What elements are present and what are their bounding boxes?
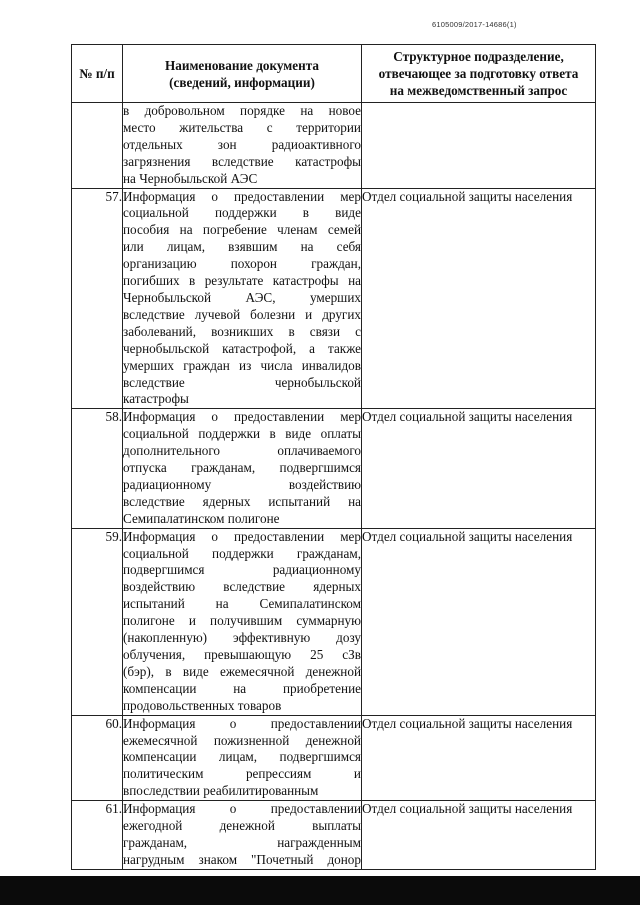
table-row [72,801,596,870]
department-cell: Отдел социальной защиты населения [362,715,596,801]
table-row [72,409,596,528]
document-name-line: Информация о предоставлении мер [123,188,361,204]
column-header-number: № п/п [72,45,123,103]
document-name-line: вследствие ядерных испытаний на [123,493,361,509]
document-name-line: ежегодной денежной выплаты [123,818,361,834]
column-header-document-name-line: (сведений, информации) [169,74,315,90]
document-name-line: (накопленную) эффективную дозу [123,630,361,646]
document-name-line: Семипалатинском полигоне [123,510,280,526]
document-name-line: вследствие лучевой болезни и других [123,306,361,322]
column-header-department-line: на межведомственный запрос [389,83,568,98]
document-name-line: катастрофы [123,391,189,407]
document-name-cell [123,528,362,715]
document-code: 6105009/2017-14686(1) [432,20,517,29]
document-name-line: политическим репрессиям и [123,766,361,782]
column-header-document-name [123,45,362,103]
row-number: 60. [72,715,123,801]
document-name-line: (бэр), в виде ежемесячной денежной [123,663,361,679]
department-cell: Отдел социальной защиты населения [362,801,596,870]
document-name-line: умерших граждан из числа инвалидов [123,357,361,373]
document-name-line: или лицам, взявшим на себя [123,239,361,255]
document-name-line: отпуска гражданам, подвергшимся [123,460,361,476]
document-name-line: место жительства с территории [123,119,361,135]
document-name-line: нагрудным знаком "Почетный донор [123,851,361,867]
document-name-line: радиационному воздействию [123,476,361,492]
column-header-department-line: отвечающее за подготовку ответа [378,66,579,81]
document-name-line: компенсации на приобретение [123,680,361,696]
document-name-line: социальной поддержки гражданам, [123,545,361,561]
document-name-line: пособия на погребение членам семей [123,222,361,238]
scan-bottom-edge [0,876,640,905]
document-name-line: впоследствии реабилитированным [123,783,319,799]
document-name-line: загрязнения вследствие катастрофы [123,153,361,169]
document-name-line: облучения, превышающую 25 сЗв [123,647,361,662]
document-name-line: погибших в результате катастрофы на [123,273,361,289]
document-name-line: компенсации лицам, подвергшимся [123,749,361,765]
document-name-line: вследствие чернобыльской [123,374,361,390]
table-header-row [72,45,596,103]
document-name-line: полигоне и получившим суммарную [123,613,361,629]
document-name-line: заболеваний, возникших в связи с [123,323,361,339]
column-header-department-line: Структурное подразделение, [393,49,564,64]
document-name-line: воздействию вследствие ядерных [123,579,361,595]
document-name-line: чернобыльской катастрофой, а также [123,340,361,356]
documents-table [71,44,596,870]
document-name-line: в добровольном порядке на новое [123,103,361,118]
document-name-cell [123,801,362,870]
table-row [72,715,596,801]
document-name-line: Информация о предоставлении мер [123,528,361,544]
row-number: 59. [72,528,123,715]
department-cell: Отдел социальной защиты населения [362,528,596,715]
document-name-line: Информация о предоставлении [123,715,361,731]
row-number: 58. [72,409,123,528]
document-name-cell [123,103,362,189]
column-header-document-name-line: Наименование документа [165,57,319,73]
document-name-line: испытаний на Семипалатинском [123,596,361,612]
document-name-line: социальной поддержки в виде оплаты [123,426,361,442]
document-name-line: Чернобыльской АЭС, умерших [123,289,361,305]
table-row [72,103,596,189]
document-name-line: Информация о предоставлении [123,801,361,817]
document-name-line: на Чернобыльской АЭС [123,170,258,186]
table-row [72,188,596,409]
document-name-line: Информация о предоставлении мер [123,409,361,425]
department-cell: Отдел социальной защиты населения [362,188,596,409]
document-name-line: ежемесячной пожизненной денежной [123,732,361,748]
document-name-line: отдельных зон радиоактивного [123,136,361,152]
column-header-department [362,45,596,103]
document-name-line: дополнительного оплачиваемого [123,443,361,459]
document-name-cell [123,409,362,528]
document-name-line: организацию похорон граждан, [123,256,361,272]
row-number: 61. [72,801,123,870]
row-number [72,103,123,189]
document-name-line: гражданам, награжденным [123,834,361,850]
document-name-line: продовольственных товаров [123,697,282,713]
document-name-line: социальной поддержки в виде [123,205,361,221]
row-number: 57. [72,188,123,409]
document-name-cell [123,715,362,801]
document-name-cell [123,188,362,409]
document-name-line: подвергшимся радиационному [123,562,361,578]
department-cell [362,103,596,189]
table-row [72,528,596,715]
department-cell: Отдел социальной защиты населения [362,409,596,528]
